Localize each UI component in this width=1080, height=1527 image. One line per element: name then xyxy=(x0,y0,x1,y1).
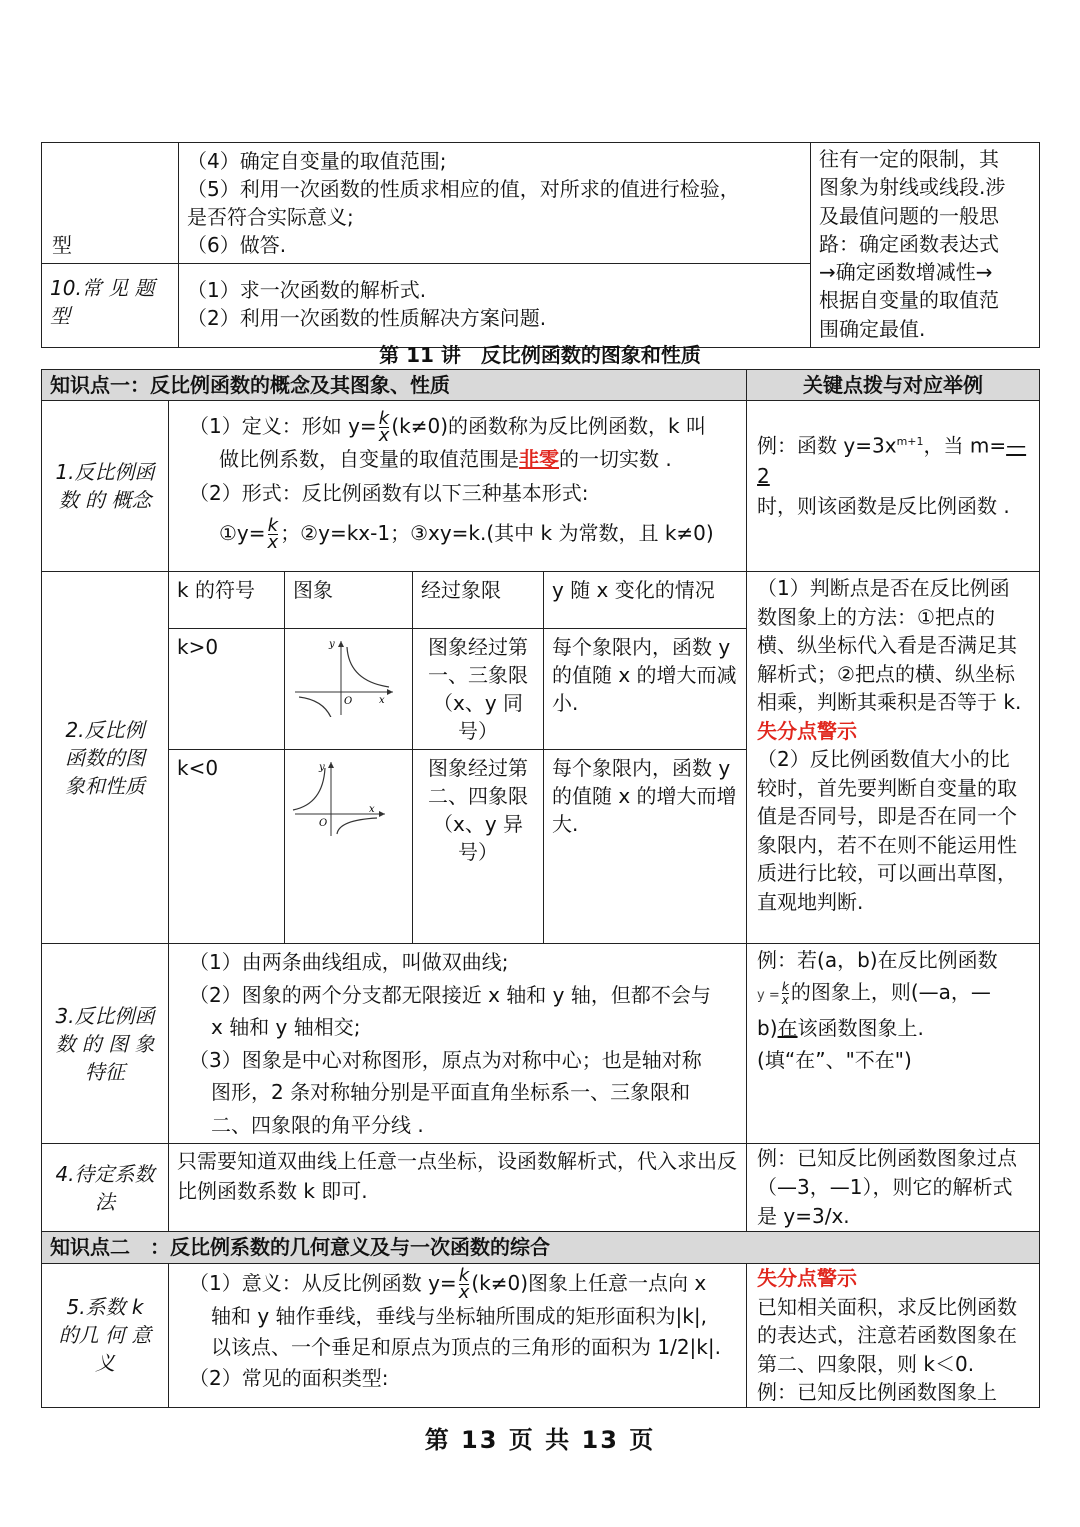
example-text: b) xyxy=(757,1016,778,1040)
meaning-line-3: 以该点、一个垂足和原点为顶点的三角形的面积为 1/2|k|. xyxy=(211,1335,721,1359)
example-text: ，当 m= xyxy=(923,433,1007,458)
highlight-nonzero: 非零 xyxy=(519,447,559,471)
tip-line: 及最值问题的一般思 xyxy=(819,203,999,228)
row-label-common-types: 10.常 见 题型 xyxy=(42,264,179,348)
type-2: （2）利用一次函数的性质解决方案问题. xyxy=(187,306,547,330)
feature-3-cont: 二、四象限的角平分线 . xyxy=(211,1112,424,1137)
fraction-numerator: k xyxy=(781,980,789,994)
compare-note: （2）反比例函数值大小的比较时，首先要判断自变量的取值是否同号，即是否在同一个象限内，若不在则不能运用性质进行比较，可以画出草图，直观地判断. xyxy=(757,747,1018,914)
section-2-header: 知识点二 ：反比例系数的几何意义及与一次函数的综合 xyxy=(42,1232,1040,1264)
warning-title: 失分点警示 xyxy=(757,1266,858,1290)
hyperbola-positive-graph xyxy=(289,637,397,717)
origin-label: O xyxy=(319,818,328,829)
common-types-cell xyxy=(179,264,811,348)
area-types-line: （2）常见的面积类型: xyxy=(189,1366,389,1390)
step-6: （6）做答. xyxy=(187,233,287,257)
example-answer: —2 xyxy=(757,433,1027,488)
geometric-example: 例：已知反比例函数图象上 xyxy=(757,1380,998,1404)
main-table xyxy=(41,369,1040,1408)
hyperbola-negative-graph xyxy=(289,758,397,838)
type-1: （1）求一次函数的解析式. xyxy=(187,278,427,302)
quadrants-negative: 图象经过第二、四象限（x、y 异号） xyxy=(413,750,544,944)
x-axis-label: x xyxy=(379,695,385,706)
type-label: 型 xyxy=(52,233,72,257)
tip-line: 图象为射线或线段.涉 xyxy=(819,175,1006,200)
feature-2-cont: x 轴和 y 轴相交; xyxy=(211,1015,361,1039)
example-text: 时，则该函数是反比例函数 . xyxy=(757,493,1010,518)
features-label: 3.反比例函 数 的 图 象特征 xyxy=(42,944,169,1144)
step-5-cont: 是否符合实际意义; xyxy=(187,205,354,229)
undetermined-label: 4.待定系数法 xyxy=(42,1144,169,1232)
fraction-numerator: k xyxy=(458,1265,470,1286)
feature-2: （2）图象的两个分支都无限接近 x 轴和 y 轴，但都不会与 xyxy=(189,982,711,1007)
example-text: 的图象上，则(—a，— xyxy=(790,980,991,1004)
fraction-denominator: x xyxy=(458,1282,470,1303)
col-trend: y 随 x 变化的情况 xyxy=(544,572,747,629)
forms-list xyxy=(183,515,732,553)
example-text: 该函数图象上.(填“在”、"不在") xyxy=(757,1016,924,1072)
tip-line: 路：确定函数表达式 xyxy=(819,231,999,256)
y-axis-label: y xyxy=(329,639,335,650)
fraction-k-over-x xyxy=(782,981,789,1006)
step-5: （5）利用一次函数的性质求相应的值，对所求的值进行检验， xyxy=(187,177,740,201)
graph-k-positive xyxy=(285,629,413,750)
origin-label: O xyxy=(344,696,353,707)
tip-line: →确定函数增减性→ xyxy=(819,260,993,285)
tip-line: 往有一定的限制，其 xyxy=(819,147,999,171)
col-quadrants: 经过象限 xyxy=(413,572,544,629)
x-axis-label: x xyxy=(369,804,375,815)
tips-header: 关键点拨与对应举例 xyxy=(747,370,1040,401)
concept-cell xyxy=(169,401,747,572)
definition-line xyxy=(183,408,732,446)
lecture-title: 第 11 讲 反比例函数的图象和性质 xyxy=(379,343,701,367)
y-axis-label: y xyxy=(319,762,325,773)
fraction-denominator: x xyxy=(267,532,279,553)
meaning-line-2: 轴和 y 轴作垂线，垂线与坐标轴所围成的矩形面积为|k|, xyxy=(211,1304,707,1328)
tip-line: 围确定最值. xyxy=(819,316,926,341)
fraction-k-over-x xyxy=(378,408,390,446)
fraction-denominator: x xyxy=(378,425,390,446)
definition-line-2 xyxy=(183,444,732,474)
fraction-k-over-x xyxy=(267,515,279,553)
col-graph: 图象 xyxy=(285,572,413,629)
feature-3: （3）图象是中心对称图形，原点为对称中心；也是轴对称 xyxy=(189,1047,702,1072)
meaning-text: （1）意义：从反比例函数 y= xyxy=(189,1271,457,1295)
tips-cell xyxy=(811,143,1040,348)
undetermined-example: 例：已知反比例函数图象过点（—3，—1），则它的解析式是 y=3/x. xyxy=(747,1144,1040,1232)
definition-text: 的一切实数 . xyxy=(559,447,672,471)
top-table xyxy=(41,142,1040,348)
graph-props-label: 2.反比例函数的图象和性质 xyxy=(42,572,169,944)
features-cell xyxy=(169,944,747,1144)
feature-3-cont: 图形，2 条对称轴分别是平面直角坐标系一、三象限和 xyxy=(211,1080,691,1104)
definition-text: (k≠0)的函数称为反比例函数，k 叫 xyxy=(391,414,706,438)
graph-props-notes xyxy=(747,572,1040,944)
col-k-sign: k 的符号 xyxy=(169,572,285,629)
steps-cell xyxy=(179,143,811,264)
fraction-k-over-x xyxy=(458,1265,470,1303)
step-4: （4）确定自变量的取值范围; xyxy=(187,149,447,173)
k-negative: k<0 xyxy=(169,750,285,944)
definition-text: 做比例系数，自变量的取值范围是 xyxy=(219,447,519,471)
meaning-text: (k≠0)图象上任意一点向 x xyxy=(471,1271,707,1295)
undetermined-cell: 只需要知道双曲线上任意一点坐标，设函数解析式，代入求出反比例函数系数 k 即可. xyxy=(169,1144,747,1232)
page-footer: 第 13 页 共 13 页 xyxy=(424,1426,656,1454)
trend-negative: 每个象限内，函数 y 的值随 x 的增大而增大. xyxy=(544,750,747,944)
trend-positive: 每个象限内，函数 y 的值随 x 的增大而减小. xyxy=(544,629,747,750)
k-positive: k>0 xyxy=(169,629,285,750)
concept-example xyxy=(747,401,1040,572)
fraction-numerator: k xyxy=(267,515,279,536)
features-example xyxy=(747,944,1040,1144)
exponent: m+1 xyxy=(896,435,924,448)
geometric-notes xyxy=(747,1264,1040,1408)
definition-text: （1）定义：形如 y= xyxy=(189,414,377,438)
warning-title: 失分点警示 xyxy=(757,718,858,743)
concept-label: 1.反比例函数 的 概念 xyxy=(42,401,169,572)
geometric-label: 5.系数 k 的几 何 意义 xyxy=(42,1264,169,1408)
section-1-header: 知识点一：反比例函数的概念及其图象、性质 xyxy=(42,370,747,401)
tip-line: 根据自变量的取值范 xyxy=(819,288,999,313)
fraction-denominator: x xyxy=(781,993,789,1007)
quadrants-positive: 图象经过第一、三象限（x、y 同号） xyxy=(413,629,544,750)
forms-line: （2）形式：反比例函数有以下三种基本形式: xyxy=(189,481,589,505)
example-answer: 在 xyxy=(777,1016,798,1040)
form-2-3: ；②y=kx-1；③xy=k.(其中 k 为常数，且 k≠0) xyxy=(280,521,714,545)
fraction-numerator: k xyxy=(378,408,390,429)
row-label-type xyxy=(42,143,179,264)
meaning-line xyxy=(183,1265,732,1303)
geometric-note: 已知相关面积，求反比例函数的表达式，注意若函数图象在第二、四象限，则 k＜0. xyxy=(757,1294,1018,1376)
judge-point-note: （1）判断点是否在反比例函数图象上的方法：①把点的横、纵坐标代入看是否满足其解析式；②把点的横、纵坐标相乘，判断其乘积是否等于 k. xyxy=(757,576,1022,714)
form-1: ①y= xyxy=(219,521,266,545)
geometric-cell xyxy=(169,1264,747,1408)
example-text: 例：函数 y=3x xyxy=(757,433,897,458)
example-text: 例：若(a，b)在反比例函数 xyxy=(757,948,998,972)
small-formula: y = xyxy=(757,988,780,1003)
feature-1: （1）由两条曲线组成，叫做双曲线; xyxy=(189,950,509,974)
graph-k-negative xyxy=(285,750,413,944)
